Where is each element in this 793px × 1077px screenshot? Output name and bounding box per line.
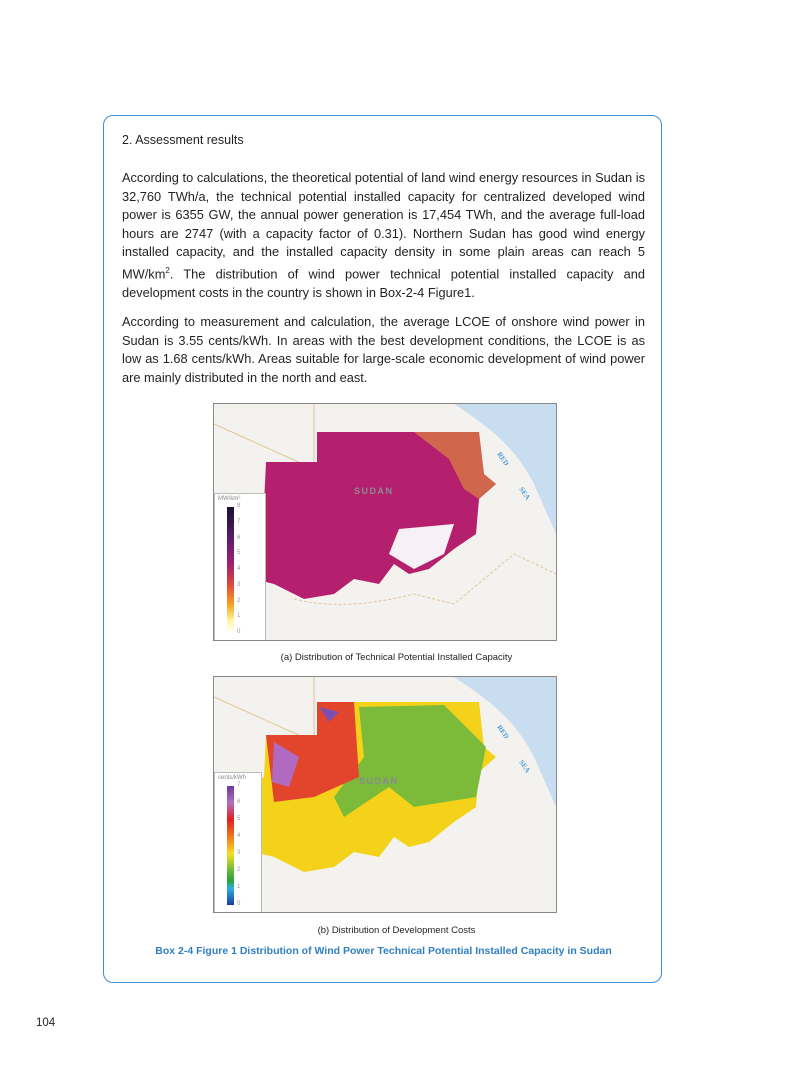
svg-text:RED: RED [495,723,511,741]
map-installed-capacity [213,403,557,641]
paragraph-1 [122,169,645,302]
legend-tick: 4 [237,566,241,572]
legend-tick: 2 [237,597,241,604]
caption-a: (a) Distribution of Technical Potential Installed Capacity [280,652,513,663]
legend-tick: 0 [237,629,241,635]
superscript: 2 [165,265,170,275]
legend-tick: 4 [237,833,241,839]
legend-tick: 3 [237,850,241,856]
legend-tick: 5 [237,550,241,557]
svg-text:SUDAN: SUDAN [359,776,399,786]
legend-tick: 7 [237,518,241,525]
svg-text:SEA: SEA [517,758,532,775]
legend-tick: 7 [237,782,241,788]
legend-tick: 6 [237,534,241,541]
legend-tick: 1 [237,884,241,890]
figure-title: Box 2-4 Figure 1 Distribution of Wind Power Technical Potential Installed Capacity in Sudan [155,945,612,957]
svg-text:RED: RED [495,450,511,468]
paragraph-2: According to measurement and calculation, the average LCOE of onshore wind power in Sudan is 3.55 cents/kWh. In areas with the best development conditions, the LCOE is as low as 1.68 cents/kWh. Areas suitable for large-scale economic development of wind power are mainly distributed in the north and east. [122,314,645,385]
legend-tick: 8 [237,503,241,509]
map-b-graphic [214,677,556,912]
legend-tick: 0 [237,901,241,907]
legend-tick: 3 [237,581,241,588]
paragraph-1-text-b: . The distribution of wind power technical potential installed capacity and development costs in the country is shown in Box-2-4 Figure1. [122,266,645,300]
legend-tick: 2 [237,867,241,873]
legend-tick: 1 [237,613,241,620]
page-number: 104 [36,1017,56,1029]
svg-text:SEA: SEA [517,485,532,502]
legend-title: cents/kWh [218,775,247,781]
caption-b: (b) Distribution of Development Costs [317,925,476,936]
legend-tick: 5 [237,816,241,822]
svg-text:SUDAN: SUDAN [354,486,394,496]
map-development-costs [213,676,557,913]
paragraph-1-text-a: According to calculations, the theoretical potential of land wind energy resources in Sudan is 32,760 TWh/a, the technical potential installed capacity for centralized developed wind power is 6355 GW, the annual power generation is 17,454 TWh, and the average full-load hours are 2747 (with a capacity factor of 0.31). Northern Sudan has good wind energy installed capacity, and the installed capacity density in some plain areas can reach 5 MW/km [122,170,645,282]
legend-cost [214,772,262,913]
legend-tick: 6 [237,799,241,805]
section-heading: 2. Assessment results [122,133,244,147]
legend-capacity [214,493,266,641]
legend-title: MW/km² [218,496,241,502]
